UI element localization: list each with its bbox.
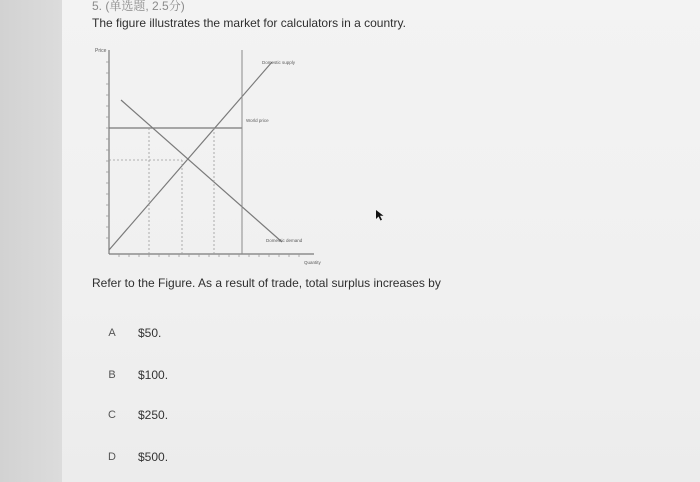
option-b[interactable] <box>100 363 400 387</box>
domestic-supply-curve <box>109 62 272 250</box>
option-d[interactable] <box>100 445 400 469</box>
option-c[interactable] <box>100 403 400 427</box>
market-figure <box>92 42 332 274</box>
left-gutter <box>0 0 62 482</box>
x-axis-label: Quantity <box>304 260 321 265</box>
option-a-letter: A <box>108 327 116 339</box>
option-c-letter: C <box>108 409 116 421</box>
question-header: 5. (单选题, 2.5分) <box>92 0 185 13</box>
world-price-label: World price <box>246 118 269 123</box>
supply-label: Domestic supply <box>262 60 296 65</box>
question-follow-up: Refer to the Figure. As a result of trade, total surplus increases by <box>92 276 441 290</box>
demand-label: Domestic demand <box>266 238 303 243</box>
market-figure-svg <box>92 42 332 274</box>
question-prompt: The figure illustrates the market for calculators in a country. <box>92 16 406 30</box>
option-d-text: $500. <box>138 450 169 464</box>
y-axis-label: Price <box>95 48 107 54</box>
option-c-text: $250. <box>138 408 169 422</box>
option-d-letter: D <box>108 451 116 463</box>
option-b-text: $100. <box>138 368 169 382</box>
option-a-text: $50. <box>138 326 162 340</box>
option-a[interactable] <box>100 321 400 345</box>
option-b-letter: B <box>108 369 116 381</box>
mouse-cursor-icon <box>376 208 385 226</box>
